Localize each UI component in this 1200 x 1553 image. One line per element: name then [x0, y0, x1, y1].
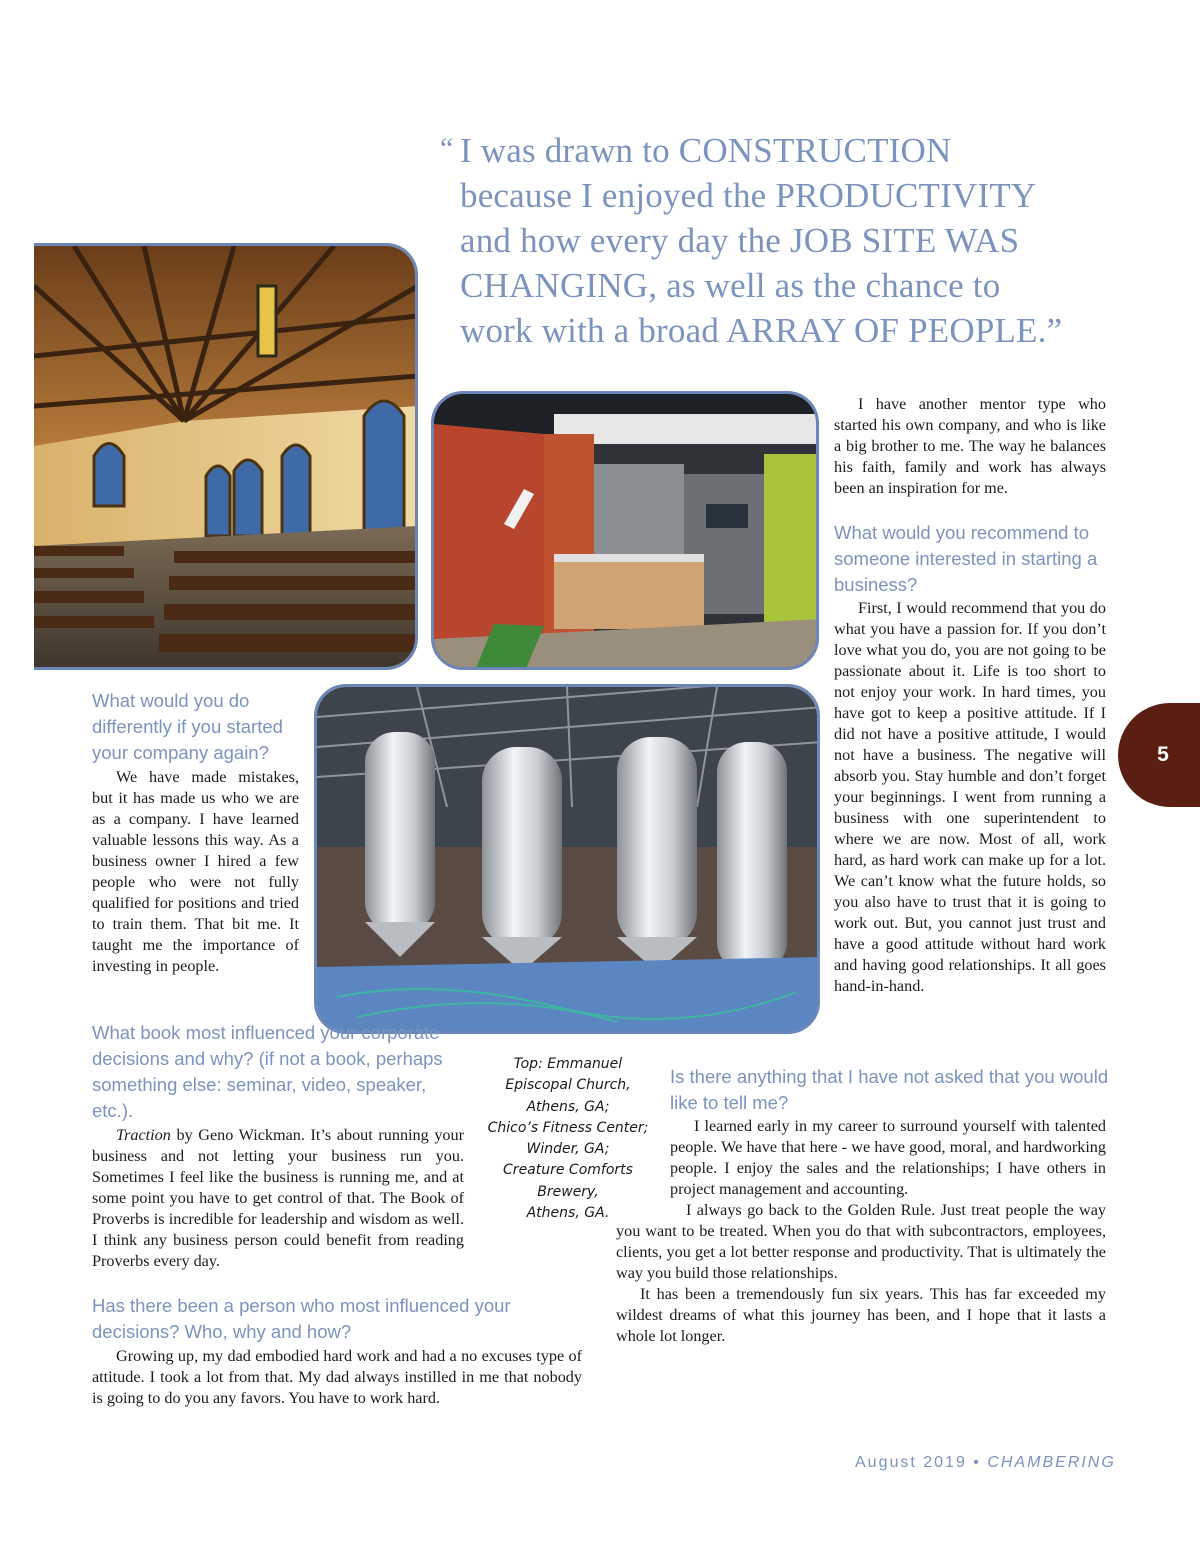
brewery-photo [314, 684, 820, 1034]
answer-differently [92, 767, 299, 977]
quote-line: and how every day the JOB SITE WAS [460, 221, 1020, 260]
mentor-paragraph: I have another mentor type who started his own company, and who is like a big brother to me. The way he balances his faith, family and work has always been an inspiration for me. [834, 395, 1106, 497]
right-column-top [834, 394, 1106, 499]
footer-date: August 2019 • [855, 1454, 988, 1471]
caption-line: Winder, GA; [526, 1141, 610, 1158]
book-title: Traction [116, 1126, 171, 1144]
answer-p2: I always go back to the Golden Rule. Just treat people the way you want to be treated. When you do that with subcontractors, employees, clients, you get a lot better response and productivity. That is ultimately the way you build those relationships. [616, 1201, 1106, 1282]
quote-line: because I enjoyed the PRODUCTIVITY [460, 176, 1037, 215]
church-interior-photo [34, 243, 418, 670]
page-number: 5 [1157, 743, 1169, 766]
answer-golden-rule [616, 1200, 1106, 1347]
caption-line: Creature Comforts [503, 1162, 633, 1179]
photo-caption [484, 1054, 652, 1224]
question-anything-else: Is there anything that I have not asked that you would like to tell me? [670, 1066, 1109, 1113]
answer-person [92, 1346, 582, 1409]
answer-anything-else [670, 1116, 1106, 1200]
question-differently: What would you do differently if you started your company again? [92, 690, 283, 763]
quote-line: work with a broad ARRAY OF PEOPLE.” [460, 311, 1063, 350]
caption-line: Top: Emmanuel [513, 1056, 623, 1072]
question-recommend: What would you recommend to someone interested in starting a business? [834, 522, 1098, 595]
quote-line: I was drawn to CONSTRUCTION [460, 131, 952, 170]
answer-recommend-text: First, I would recommend that you do what you have a passion for. If you don’t love what you do, you are not going to be passionate about it. Life is too short to not enjoy your work. In hard times, you have got to keep a positive attitude. If I did not have a positive attitude, I would not have a business. The negative will absorb you. Stay humble and don’t forget your beginnings. I went from running a business with one superintendent to where we are now. Most of all, work hard, as hard work can make up for a lot. We can’t know what the future holds, so you also have to trust that it is going to work out. But, you cannot just trust and have a good attitude without hard work and having good relationships. It all goes hand-in-hand. [834, 599, 1106, 995]
page-footer [855, 1454, 1116, 1472]
caption-line: Athens, GA. [526, 1205, 610, 1222]
caption-line: Brewery, [537, 1183, 599, 1200]
answer-differently-text: We have made mistakes, but it has made us who we are as a company. I have learned valuable lessons this way. As a business owner I hired a few people who were not fully qualified for positions and tried to train them. That bit me. It taught me the importance of investing in people. [92, 768, 299, 975]
pull-quote [440, 128, 1080, 353]
answer-book-text [92, 1125, 464, 1272]
footer-publication: CHAMBERING [987, 1454, 1116, 1471]
answer-p3: It has been a tremendously fun six years. This has far exceeded my wildest dreams of what this journey has been, and I hope that it lasts a whole lot longer. [616, 1285, 1106, 1345]
caption-line: Athens, GA; [526, 1098, 610, 1115]
answer-p1: I learned early in my career to surround yourself with talented people. We have that here - we have good, moral, and hardworking people. I enjoy the sales and the relationships; I have others in project management and accounting. [670, 1117, 1106, 1198]
caption-line: Episcopal Church, [505, 1077, 631, 1094]
quote-line: CHANGING, as well as the chance to [460, 266, 1001, 305]
answer-book [92, 1125, 464, 1272]
caption-line: Chico’s Fitness Center; [487, 1119, 649, 1136]
answer-recommend [834, 598, 1106, 997]
question-book: What book most influenced your corporate decisions and why? (if not a book, perhaps something else: seminar, video, speaker, etc.). [92, 1022, 443, 1121]
fitness-center-photo [431, 391, 819, 670]
page-number-tab [1118, 703, 1200, 807]
question-person: Has there been a person who most influenced your decisions? Who, why and how? [92, 1295, 511, 1342]
answer-person-text: Growing up, my dad embodied hard work and had a no excuses type of attitude. I took a lot from that. My dad always instilled in me that nobody is going to do you any favors. You have to work hard. [92, 1347, 582, 1407]
quote-open-mark: “ [440, 132, 454, 165]
book-description: by Geno Wickman. It’s about running your business and not letting your business run you. Sometimes I feel like the business is running me, and at some point you have to get control of that. The Book of Proverbs is incredible for leadership and wisdom as well. I think any business person could benefit from reading Proverbs every day. [92, 1126, 464, 1270]
